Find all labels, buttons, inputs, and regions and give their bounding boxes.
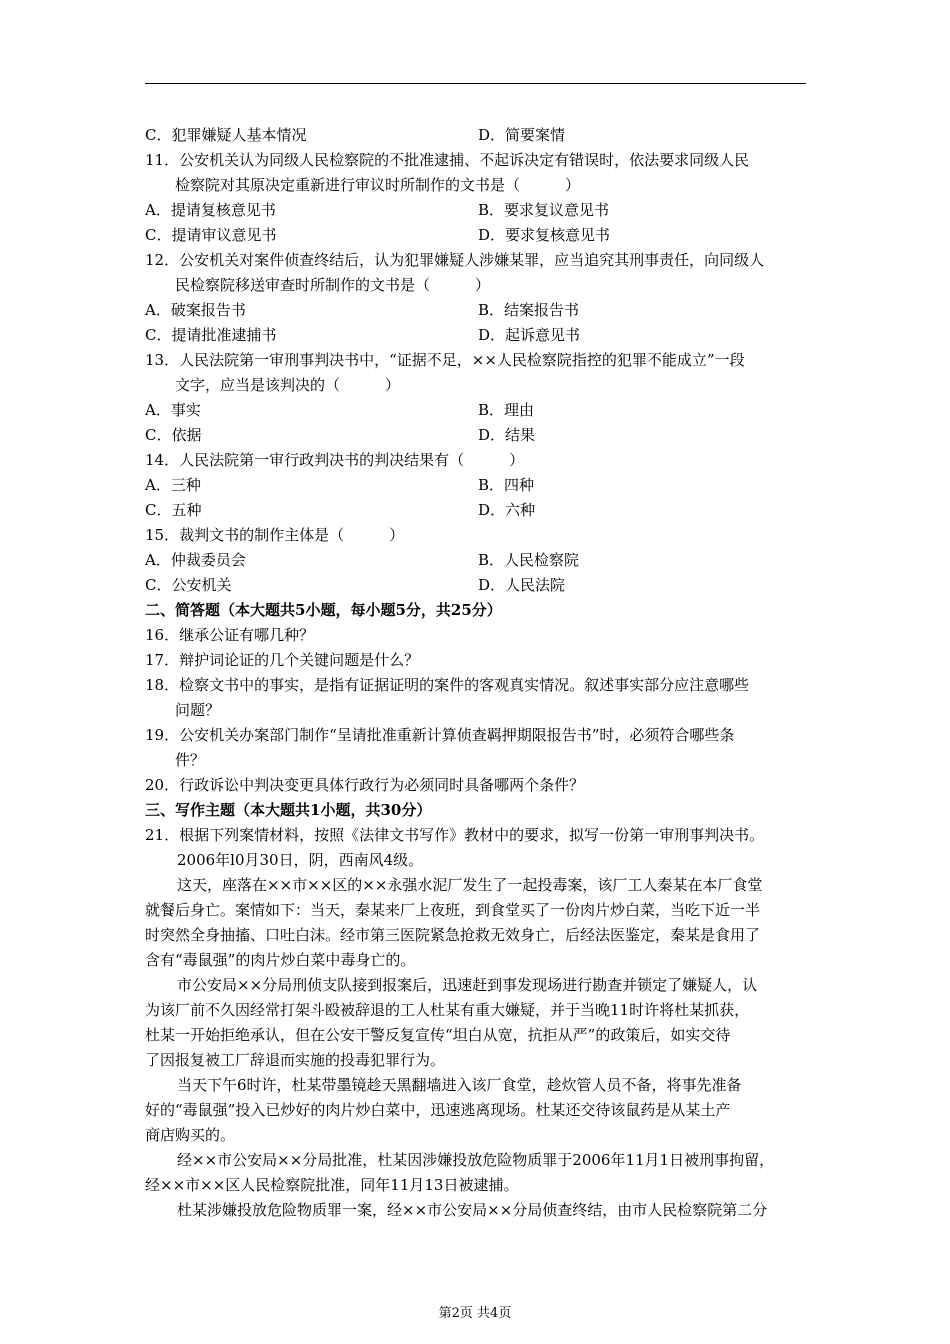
q13-option-b: B．理由 xyxy=(478,401,535,419)
q11-option-a: A．提请复核意见书 xyxy=(145,201,276,219)
q14-stem: 14．人民法院第一审行政判决书的判决结果有（ ） xyxy=(145,451,525,469)
q20: 20．行政诉讼中判决变更具体行政行为必须同时具备哪两个条件？ xyxy=(145,776,585,794)
q19-line2: 件？ xyxy=(175,751,206,769)
q12-options-row-cd xyxy=(145,323,806,348)
q11-option-d: D．要求复核意见书 xyxy=(478,226,611,244)
q13-options-row-cd xyxy=(145,423,806,448)
page-content xyxy=(145,123,806,1223)
q14-option-a: A．三种 xyxy=(145,476,201,494)
header-rule xyxy=(145,83,806,84)
q11-options-row-cd xyxy=(145,223,806,248)
q13-options-row-ab xyxy=(145,398,806,423)
case-line: 杜某涉嫌投放危险物质罪一案，经××市公安局××分局侦查终结，由市人民检察院第二分 xyxy=(177,1201,768,1219)
section-3-heading: 三、写作主题（本大题共1小题，共30分） xyxy=(145,801,432,819)
q15-options-row-cd xyxy=(145,573,806,598)
q13-option-d: D．结果 xyxy=(478,426,536,444)
q14-option-b: B．四种 xyxy=(478,476,535,494)
q12-option-d: D．起诉意见书 xyxy=(478,326,581,344)
q10-options-row-cd xyxy=(145,123,806,148)
q19-line1: 19．公安机关办案部门制作“呈请批准重新计算侦查羁押期限报告书”时，必须符合哪些条 xyxy=(145,726,735,744)
case-line: 杜某一开始拒绝承认，但在公安干警反复宣传“坦白从宽，抗拒从严”的政策后，如实交待 xyxy=(145,1026,731,1044)
case-line: 经××市××区人民检察院批准，同年11月13日被逮捕。 xyxy=(145,1176,519,1194)
q17: 17．辩护词论证的几个关键问题是什么？ xyxy=(145,651,420,669)
q18-line2: 问题？ xyxy=(175,701,221,719)
q15-option-b: B．人民检察院 xyxy=(478,551,580,569)
q13-option-a: A．事实 xyxy=(145,401,201,419)
q16: 16．继承公证有哪几种？ xyxy=(145,626,315,644)
q15-stem: 15．裁判文书的制作主体是（ ） xyxy=(145,526,405,544)
case-line: 这天，座落在××市××区的××永强水泥厂发生了一起投毒案，该厂工人秦某在本厂食堂 xyxy=(177,876,763,894)
q15-options-row-ab xyxy=(145,548,806,573)
q12-option-b: B．结案报告书 xyxy=(478,301,580,319)
case-line: 了因报复被工厂辞退而实施的投毒犯罪行为。 xyxy=(145,1051,446,1069)
q10-option-c: C．犯罪嫌疑人基本情况 xyxy=(145,126,307,144)
case-line: 时突然全身抽搐、口吐白沫。经市第三医院紧急抢救无效身亡，后经法医鉴定，秦某是食用了 xyxy=(145,926,761,944)
case-line: 经××市公安局××分局批准，杜某因涉嫌投放危险物质罪于2006年11月1日被刑事拘留， xyxy=(177,1151,775,1169)
case-line: 市公安局××分局刑侦支队接到报案后，迅速赶到事发现场进行勘查并锁定了嫌疑人，认 xyxy=(177,976,758,994)
q15-option-a: A．仲裁委员会 xyxy=(145,551,246,569)
q13-stem-line2: 文字，应当是该判决的（ ） xyxy=(175,376,401,394)
q11-stem-line2: 检察院对其原决定重新进行审议时所制作的文书是（ ） xyxy=(175,176,581,194)
q11-option-c: C．提请审议意见书 xyxy=(145,226,277,244)
case-line: 为该厂前不久因经常打架斗殴被辞退的工人杜某有重大嫌疑，并于当晚11时许将杜某抓获， xyxy=(145,1001,750,1019)
q11-options-row-ab xyxy=(145,198,806,223)
q15-option-d: D．人民法院 xyxy=(478,576,566,594)
q11-stem-line1: 11．公安机关认为同级人民检察院的不批准逮捕、不起诉决定有错误时，依法要求同级人民 xyxy=(145,151,750,169)
case-line: 含有“毒鼠强”的肉片炒白菜中毒身亡的。 xyxy=(145,951,416,969)
q10-option-d: D．简要案情 xyxy=(478,126,566,144)
case-line: 2006年l0月30日，阴，西南风4级。 xyxy=(177,851,424,869)
q18-line1: 18．检察文书中的事实，是指有证据证明的案件的客观真实情况。叙述事实部分应注意哪些 xyxy=(145,676,750,694)
section-2-heading: 二、简答题（本大题共5小题，每小题5分，共25分） xyxy=(145,601,502,619)
q14-options-row-cd xyxy=(145,498,806,523)
case-line: 好的“毒鼠强”投入已炒好的肉片炒白菜中，迅速逃离现场。杜某还交待该鼠药是从某土产 xyxy=(145,1101,731,1119)
q15-option-c: C．公安机关 xyxy=(145,576,232,594)
q14-options-row-ab xyxy=(145,473,806,498)
q11-option-b: B．要求复议意见书 xyxy=(478,201,610,219)
case-line: 当天下午6时许，杜某带墨镜趁天黑翻墙进入该厂食堂，趁炊管人员不备，将事先准备 xyxy=(177,1076,742,1094)
q13-stem-line1: 13．人民法院第一审刑事判决书中，“证据不足，××人民检察院指控的犯罪不能成立”一段 xyxy=(145,351,745,369)
case-line: 就餐后身亡。案情如下：当天，秦某来厂上夜班，到食堂买了一份肉片炒白菜，当吃下近一半 xyxy=(145,901,761,919)
q12-option-c: C．提请批准逮捕书 xyxy=(145,326,277,344)
page-footer: 第2页 共4页 xyxy=(438,1306,512,1321)
q12-stem-line2: 民检察院移送审查时所制作的文书是（ ） xyxy=(175,276,491,294)
q14-option-d: D．六种 xyxy=(478,501,536,519)
q12-option-a: A．破案报告书 xyxy=(145,301,246,319)
q14-option-c: C．五种 xyxy=(145,501,202,519)
q12-options-row-ab xyxy=(145,298,806,323)
q12-stem-line1: 12．公安机关对案件侦查终结后，认为犯罪嫌疑人涉嫌某罪，应当追究其刑事责任，向同级人 xyxy=(145,251,765,269)
q13-option-c: C．依据 xyxy=(145,426,202,444)
case-line: 商店购买的。 xyxy=(145,1126,236,1144)
q21: 21．根据下列案情材料，按照《法律文书写作》教材中的要求，拟写一份第一审刑事判决书。 xyxy=(145,826,765,844)
